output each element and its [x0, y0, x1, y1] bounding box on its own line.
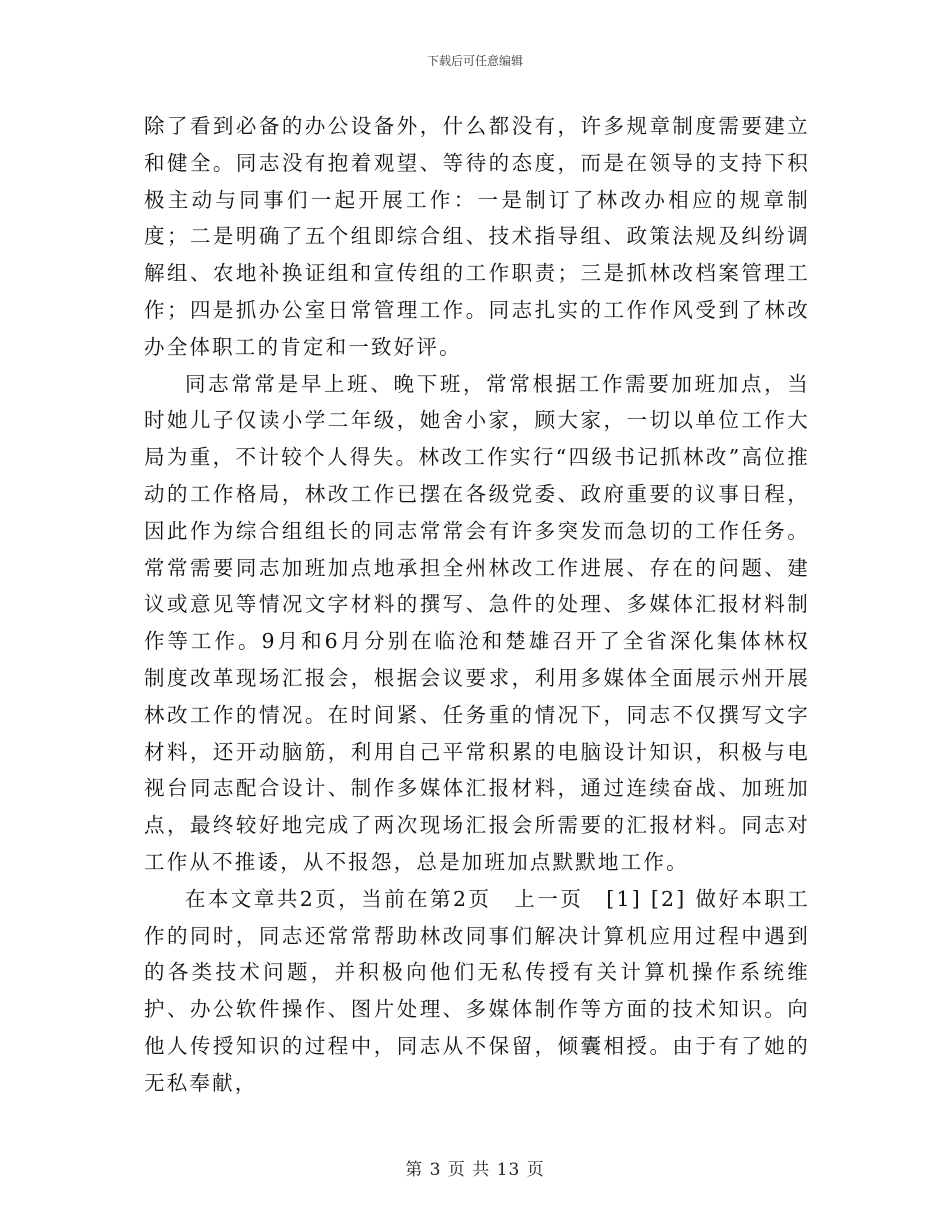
paragraph-3: 在本文章共2页，当前在第2页 上一页 [1] [2] 做好本职工作的同时，同志还常常帮助林改同事们解决计算机应用过程中遇到的各类技术问题，并积极向他们无私传授有关计算机操作系统维护、办公软件操作、图片处理、多媒体制作等方面的技术知识。向他人传授知识的过程中，同志从不保留，倾囊相授。由于有了她的无私奉献， — [144, 886, 810, 1095]
page-number-footer: 第 3 页 共 13 页 — [405, 1160, 545, 1180]
paragraph-1: 除了看到必备的办公设备外，什么都没有，许多规章制度需要建立和健全。同志没有抱着观望、等待的态度，而是在领导的支持下积极主动与同事们一起开展工作：一是制订了林改办相应的规章制度；二是明确了五个组即综合组、技术指导组、政策法规及纠纷调解组、农地补换证组和宣传组的工作职责；三是抓林改档案管理工作；四是抓办公室日常管理工作。同志扎实的工作作风受到了林改办全体职工的肯定和一致好评。 — [144, 114, 810, 359]
page-header-note: 下载后可任意编辑 — [426, 54, 523, 68]
document-body — [144, 108, 810, 1102]
paragraph-2: 同志常常是早上班、晚下班，常常根据工作需要加班加点，当时她儿子仅读小学二年级，她舍小家，顾大家，一切以单位工作大局为重，不计较个人得失。林改工作实行“四级书记抓林改”高位推动的工作格局，林改工作已摆在各级党委、政府重要的议事日程，因此作为综合组组长的同志常常会有许多突发而急切的工作任务。常常需要同志加班加点地承担全州林改工作进展、存在的问题、建议或意见等情况文字材料的撰写、急件的处理、多媒体汇报材料制作等工作。9月和6月分别在临沧和楚雄召开了全省深化集体林权制度改革现场汇报会，根据会议要求，利用多媒体全面展示州开展林改工作的情况。在时间紧、任务重的情况下，同志不仅撰写文字材料，还开动脑筋，利用自己平常积累的电脑设计知识，积极与电视台同志配合设计、制作多媒体汇报材料，通过连续奋战、加班加点，最终较好地完成了两次现场汇报会所需要的汇报材料。同志对工作从不推诿，从不报怨，总是加班加点默默地工作。 — [144, 371, 810, 874]
